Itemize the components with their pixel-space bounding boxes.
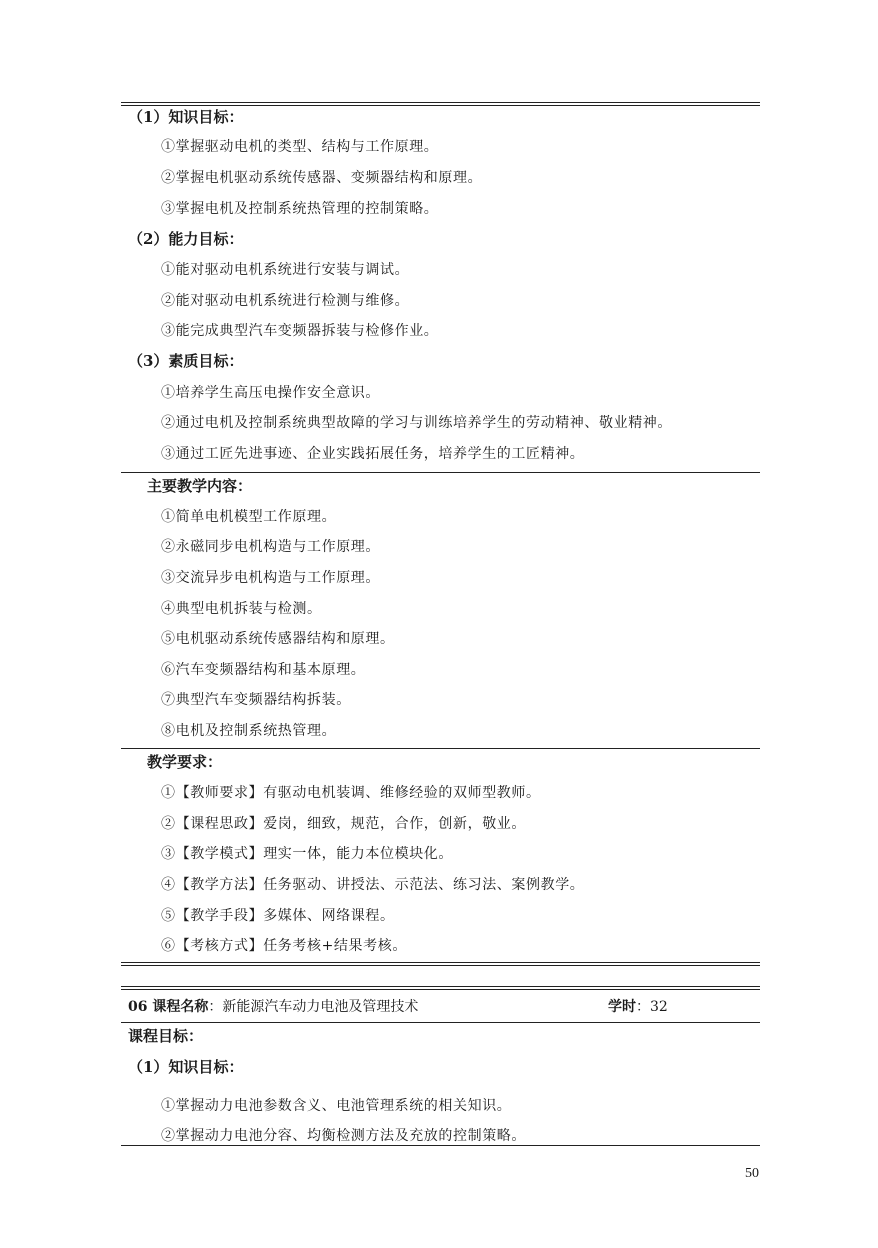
ability-item-2: ②能对驱动电机系统进行检测与维修。 — [161, 293, 410, 309]
requirement-item-3: ③【教学模式】理实一体，能力本位模块化。 — [161, 846, 453, 862]
content-item-1: ①简单电机模型工作原理。 — [161, 509, 337, 525]
requirement-item-2: ②【课程思政】爱岗，细致，规范，合作，创新，敬业。 — [161, 816, 526, 832]
knowledge-item-1: ①掌握驱动电机的类型、结构与工作原理。 — [161, 139, 439, 155]
teaching-content-heading: 主要教学内容： — [147, 477, 253, 495]
course-hours — [608, 996, 668, 1016]
content-item-5: ⑤电机驱动系统传感器结构和原理。 — [161, 631, 395, 647]
content-item-3: ③交流异步电机构造与工作原理。 — [161, 570, 380, 586]
content-item-8: ⑧电机及控制系统热管理。 — [161, 723, 337, 739]
content-item-6: ⑥汽车变频器结构和基本原理。 — [161, 662, 366, 678]
course2-knowledge-item-1: ①掌握动力电池参数含义、电池管理系统的相关知识。 — [161, 1098, 512, 1114]
content-item-2: ②永磁同步电机构造与工作原理。 — [161, 539, 380, 555]
requirement-item-5: ⑤【教学手段】多媒体、网络课程。 — [161, 908, 395, 924]
top-rule-1 — [121, 102, 760, 103]
page-number: 50 — [745, 1166, 759, 1181]
course-header-row — [128, 996, 758, 1016]
divider-course-objectives — [121, 1022, 760, 1023]
knowledge-objectives-heading: （1）知识目标： — [128, 108, 244, 126]
ability-item-3: ③能完成典型汽车变频器拆装与检修作业。 — [161, 323, 439, 339]
course-objectives-heading: 课程目标： — [128, 1027, 204, 1045]
knowledge-item-3: ③掌握电机及控制系统热管理的控制策略。 — [161, 201, 439, 217]
requirement-item-6: ⑥【考核方式】任务考核+结果考核。 — [161, 938, 407, 954]
ability-objectives-heading: （2）能力目标： — [128, 230, 244, 248]
ability-item-1: ①能对驱动电机系统进行安装与调试。 — [161, 262, 410, 278]
quality-objectives-heading: （3）素质目标： — [128, 352, 244, 370]
divider-content — [121, 472, 760, 473]
course2-knowledge-heading: （1）知识目标： — [128, 1058, 244, 1076]
hours-label: 学时 — [608, 999, 636, 1015]
table2-top-rule-2 — [121, 989, 760, 990]
teaching-requirements-heading: 教学要求： — [147, 753, 223, 771]
table2-top-rule-1 — [121, 986, 760, 987]
course-label: 06 课程名称 — [128, 999, 209, 1015]
hours-value: ：32 — [636, 999, 668, 1015]
course2-knowledge-item-2: ②掌握动力电池分容、均衡检测方法及充放的控制策略。 — [161, 1128, 526, 1144]
table-end-rule-1 — [121, 962, 760, 963]
knowledge-item-2: ②掌握电机驱动系统传感器、变频器结构和原理。 — [161, 170, 483, 186]
content-item-7: ⑦典型汽车变频器结构拆装。 — [161, 692, 351, 708]
quality-item-2: ②通过电机及控制系统典型故障的学习与训练培养学生的劳动精神、敬业精神。 — [161, 415, 672, 431]
requirement-item-1: ①【教师要求】有驱动电机装调、维修经验的双师型教师。 — [161, 785, 541, 801]
divider-requirements — [121, 748, 760, 749]
quality-item-1: ①培养学生高压电操作安全意识。 — [161, 385, 380, 401]
course-name: ：新能源汽车动力电池及管理技术 — [208, 999, 419, 1015]
quality-item-3: ③通过工匠先进事迹、企业实践拓展任务，培养学生的工匠精神。 — [161, 446, 585, 462]
content-item-4: ④典型电机拆装与检测。 — [161, 601, 322, 617]
requirement-item-4: ④【教学方法】任务驱动、讲授法、示范法、练习法、案例教学。 — [161, 877, 585, 893]
table-end-rule-2 — [121, 965, 760, 966]
table2-bottom-rule — [121, 1145, 760, 1146]
